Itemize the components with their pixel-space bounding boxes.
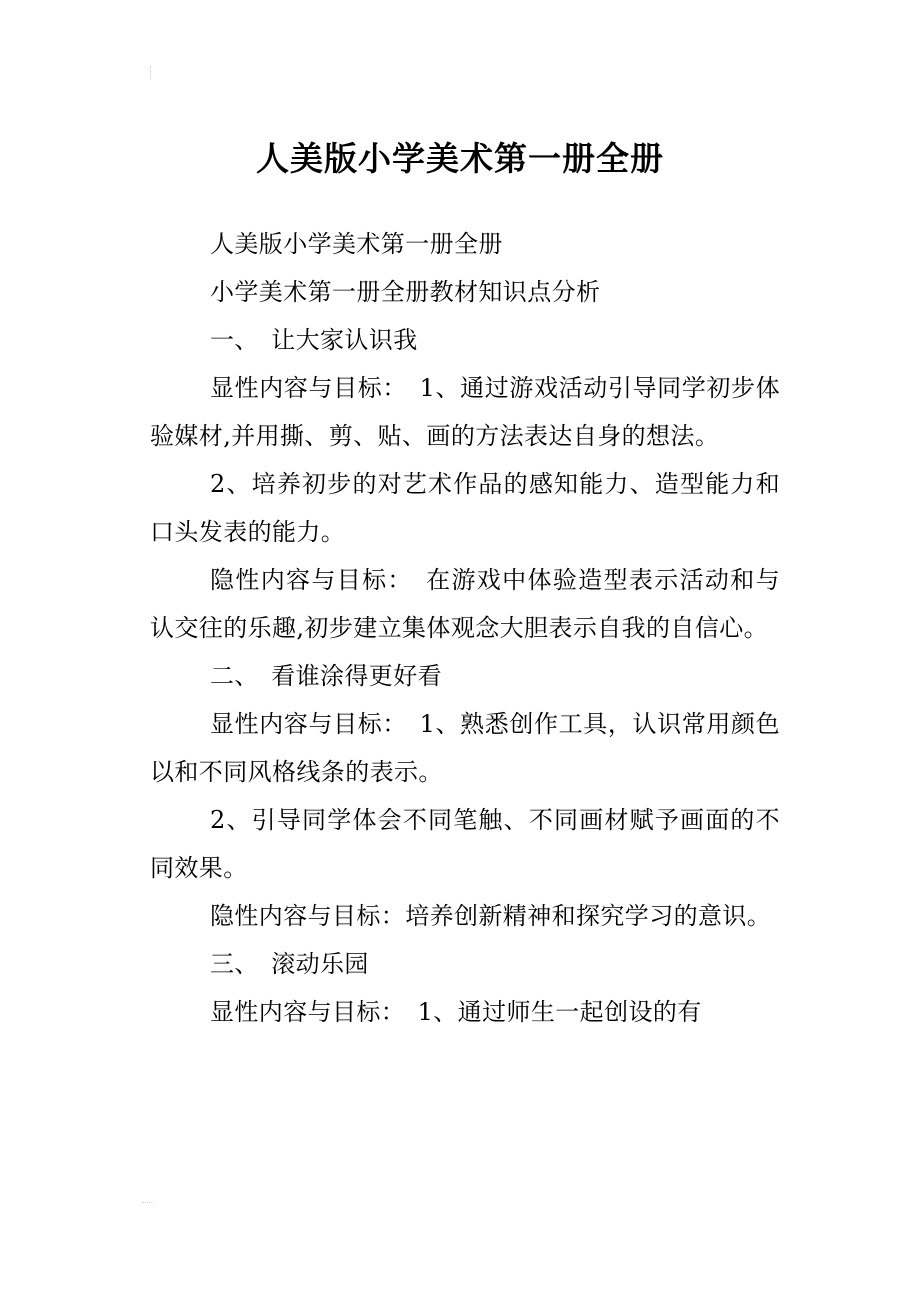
section-heading-3: 三、 滚动乐园 <box>210 950 369 978</box>
paragraph-implicit-goal-2: 隐性内容与目标：培养创新精神和探究学习的意识。 <box>210 902 772 930</box>
paragraph-explicit-goal-1b: 2、培养初步的对艺术作品的感知能力、造型能力和口头发表的能力。 <box>150 470 780 546</box>
paragraph-subtitle: 人美版小学美术第一册全册 <box>210 230 503 258</box>
document-body <box>150 220 780 1036</box>
crop-mark-top-left <box>150 66 157 80</box>
paragraph-implicit-goal-1: 隐性内容与目标： 在游戏中体验造型表示活动和与认交往的乐趣,初步建立集体观念大胆表示自我的自信心。 <box>150 566 780 642</box>
paragraph-explicit-goal-2: 显性内容与目标： 1、熟悉创作工具，认识常用颜色以和不同风格线条的表示。 <box>150 710 780 786</box>
crop-mark-bottom-left <box>142 1190 154 1203</box>
paragraph-heading-analysis: 小学美术第一册全册教材知识点分析 <box>210 278 601 306</box>
section-heading-1: 一、 让大家认识我 <box>210 326 418 354</box>
document-title: 人美版小学美术第一册全册 <box>256 139 664 179</box>
section-heading-2: 二、 看谁涂得更好看 <box>210 662 442 690</box>
paragraph-explicit-goal-2b: 2、引导同学体会不同笔触、不同画材赋予画面的不同效果。 <box>150 806 780 882</box>
paragraph-explicit-goal-3: 显性内容与目标： 1、通过师生一起创设的有 <box>210 998 702 1026</box>
paragraph-explicit-goal-1: 显性内容与目标： 1、通过游戏活动引导同学初步体验媒材,并用撕、剪、贴、画的方法表达自身的想法。 <box>150 374 780 450</box>
